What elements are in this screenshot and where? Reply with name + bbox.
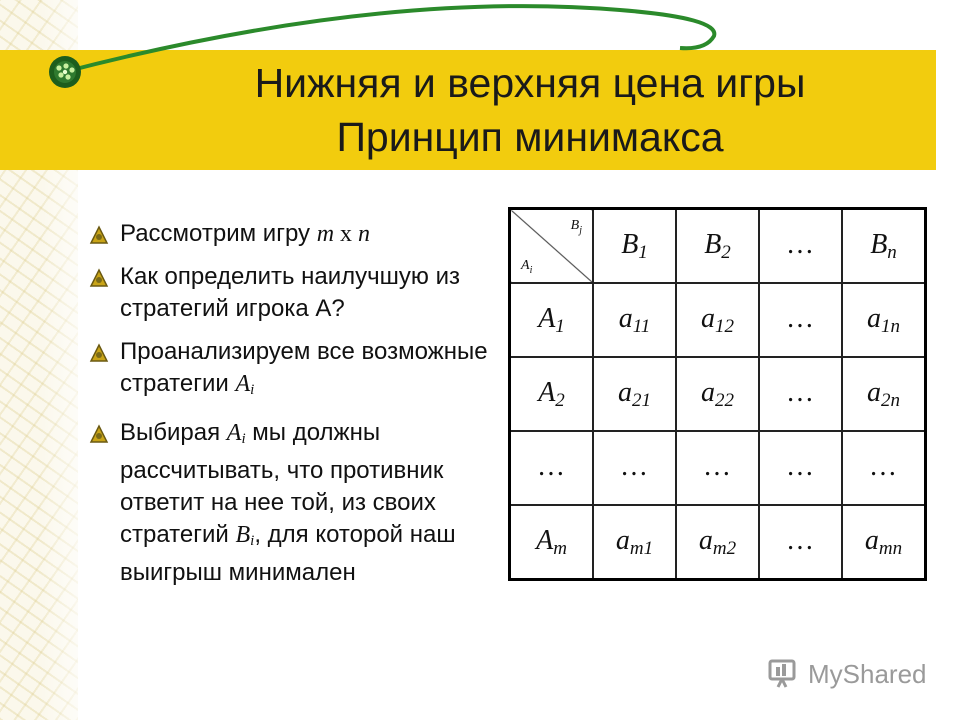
matrix-cell [593, 357, 676, 431]
matrix-cell [593, 283, 676, 357]
cell-var: B [870, 228, 888, 260]
cell-var: … [788, 228, 813, 260]
matrix-cell [842, 505, 926, 580]
watermark[interactable] [768, 656, 927, 692]
matrix-cell [759, 283, 842, 357]
matrix-row-label [510, 431, 594, 505]
corner-row-var: A [521, 258, 530, 274]
cell-var: a [701, 302, 715, 334]
cell-sub: 11 [632, 315, 651, 337]
cell-sub: 1 [555, 315, 565, 337]
cell-sub: 1 [638, 241, 648, 263]
matrix-corner-cell [510, 209, 594, 284]
matrix-cell [759, 431, 842, 505]
cell-sub: 12 [715, 315, 734, 337]
matrix-cell [676, 431, 759, 505]
matrix-row-label [510, 357, 594, 431]
var-b: B [235, 522, 251, 548]
cell-var: A [536, 524, 554, 556]
matrix-header-row [510, 209, 926, 284]
bullet-icon [88, 266, 110, 288]
bullet-icon [88, 341, 110, 363]
bullet-item [88, 261, 488, 325]
matrix-row-label [510, 283, 594, 357]
matrix-header-cell [842, 209, 926, 284]
cell-var: … [788, 376, 813, 408]
cell-var: a [701, 376, 715, 408]
matrix-row [510, 505, 926, 580]
cell-sub: 21 [632, 389, 651, 411]
title-line-1: Нижняя и верхняя цена игры [254, 60, 806, 106]
matrix-row [510, 431, 926, 505]
cell-var: a [615, 524, 630, 556]
subscript: i [241, 431, 246, 447]
bullet-text: Рассмотрим игру [120, 220, 317, 247]
corner-row-label [521, 258, 532, 276]
corner-col-sub: j [579, 224, 582, 236]
matrix-cell [676, 283, 759, 357]
cell-var: a [618, 302, 633, 334]
cell-sub: m [553, 537, 567, 559]
cell-var: a [618, 376, 632, 408]
cell-sub: 1n [881, 315, 900, 337]
matrix-cell [759, 357, 842, 431]
corner-row-sub: i [529, 265, 533, 276]
matrix-header-cell [759, 209, 842, 284]
var-a: A [226, 420, 242, 446]
bullet-text: мы должны рассчитывать, что противник ответит на нее той, из своих стратегий [120, 419, 444, 548]
matrix-cell [842, 357, 926, 431]
matrix-row [510, 283, 926, 357]
corner-col-label [571, 218, 582, 236]
cell-var: a [867, 302, 881, 334]
var-m: m [316, 221, 335, 247]
cell-var: B [621, 228, 639, 260]
cell-var: … [705, 450, 730, 482]
matrix-cell [676, 357, 759, 431]
matrix-cell [593, 431, 676, 505]
matrix-cell [842, 431, 926, 505]
bullet-icon [88, 422, 110, 444]
bullet-list [88, 218, 488, 600]
cell-sub: 2n [881, 389, 900, 411]
bullet-text: Как определить наилучшую из стратегий игрока А? [120, 263, 460, 322]
cell-var: … [622, 450, 647, 482]
matrix-header-cell [676, 209, 759, 284]
cell-var: a [864, 524, 879, 556]
subscript: i [250, 382, 255, 398]
presentation-icon [768, 659, 802, 689]
times-sign: x [334, 221, 359, 247]
bullet-item [88, 336, 488, 406]
cell-sub: 22 [715, 389, 734, 411]
cell-var: … [539, 450, 564, 482]
matrix-header-cell [593, 209, 676, 284]
cell-var: … [788, 450, 813, 482]
decorative-orb-icon [49, 56, 81, 88]
cell-var: A [538, 302, 556, 334]
payoff-matrix [508, 207, 927, 581]
cell-sub: m2 [712, 537, 737, 559]
cell-var: … [871, 450, 896, 482]
title-line-2: Принцип минимакса [336, 114, 724, 160]
cell-var: a [867, 376, 881, 408]
cell-var: … [788, 524, 813, 556]
cell-sub: m1 [629, 537, 654, 559]
subscript: i [250, 533, 255, 549]
slide-title [130, 56, 930, 164]
corner-col-var: B [570, 218, 580, 233]
cell-var: a [698, 524, 713, 556]
cell-var: B [704, 228, 722, 260]
matrix-cell [842, 283, 926, 357]
cell-var: A [538, 376, 556, 408]
matrix-row-label [510, 505, 594, 580]
var-a: A [235, 371, 251, 397]
bullet-text: Проанализируем все возможные стратегии [120, 338, 488, 397]
matrix-row [510, 357, 926, 431]
var-n: n [358, 221, 371, 247]
cell-sub: mn [878, 537, 903, 559]
bullet-text: Выбирая [120, 419, 227, 446]
cell-var: … [788, 302, 813, 334]
cell-sub: 2 [721, 241, 731, 263]
bullet-icon [88, 223, 110, 245]
matrix-cell [593, 505, 676, 580]
watermark-text: MyShared [808, 658, 927, 689]
matrix-cell [759, 505, 842, 580]
matrix-cell [676, 505, 759, 580]
cell-sub: 2 [555, 389, 565, 411]
cell-sub: n [887, 241, 897, 263]
bullet-text: , для которой наш выигрыш минимален [120, 521, 456, 586]
bullet-item [88, 218, 488, 250]
bullet-item [88, 417, 488, 589]
